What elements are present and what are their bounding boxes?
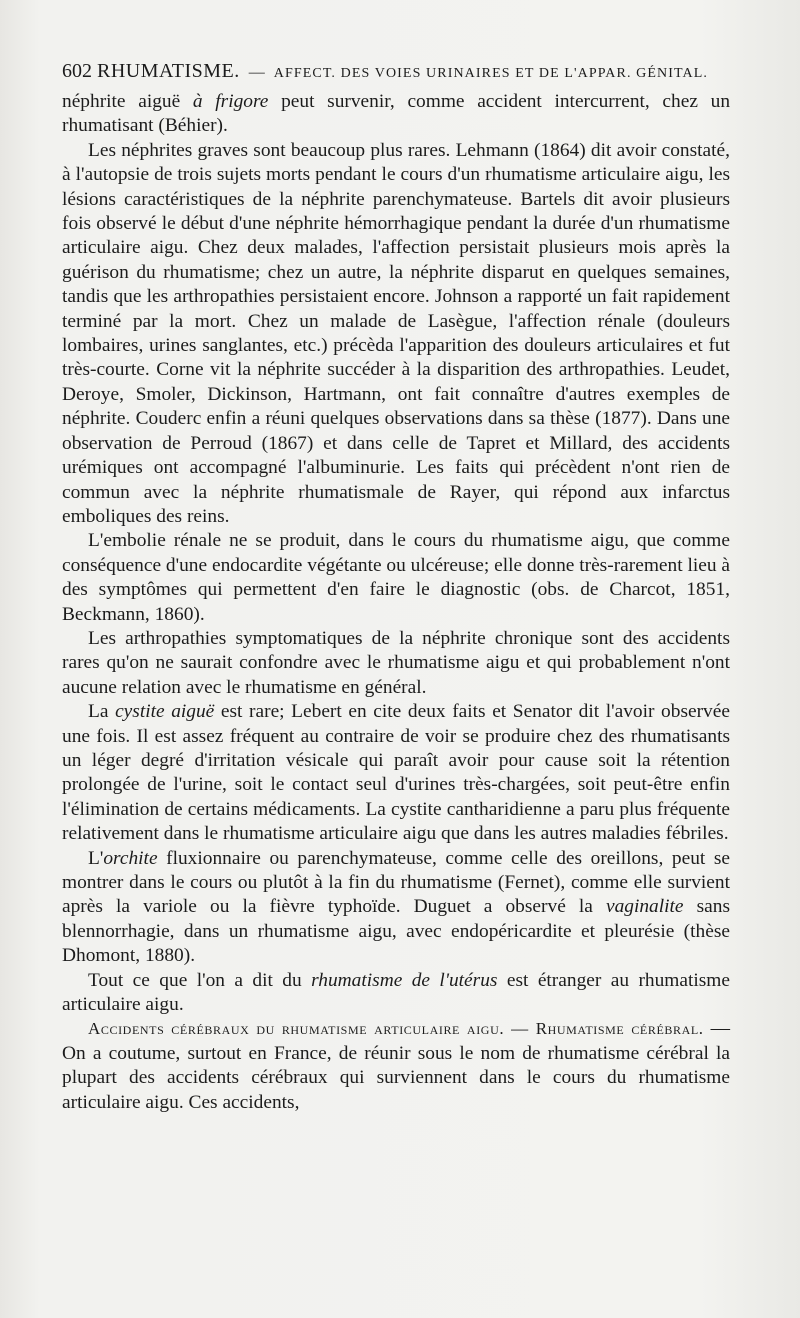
italic-term: orchite	[103, 847, 158, 869]
page-header	[62, 58, 728, 84]
text-run: Les arthropathies symptomatiques de la néphrite chronique sont des accidents rares qu'on ne saurait confondre avec le rhumatisme aigu et qui probablement n'ont aucune relation avec le rhumatisme en général.	[62, 627, 730, 698]
text-run: néphrite aiguë	[62, 91, 193, 112]
italic-term: cystite aiguë	[115, 701, 215, 723]
text-run: — On a coutume, surtout en France, de réunir sous le nom de rhumatisme cérébral la plupart des accidents cérébraux qui surviennent dans le cours du rhumatisme articulaire aigu. Ces accidents,	[62, 1018, 730, 1113]
text-run: Les néphrites graves sont beaucoup plus rares. Lehmann (1864) dit avoir constaté, à l'autopsie de trois sujets morts pendant le cours d'un rhumatisme articulaire aigu, les lésions caractéristiques de la néphrite parenchymateuse. Bartels dit avoir plusieurs fois observé le début d'une néphrite hémorrhagique pendant la durée d'un rhumatisme articulaire aigu. Chez deux malades, l'affection persistait plusieurs mois après la guérison du rhumatisme; chez un autre, la néphrite disparut en quelques semaines, tandis que les arthropathies persistaient encore. Johnson a rapporté un fait rapidement terminé par la mort. Chez un malade de Lasègue, l'affection rénale (douleurs lombaires, urines sanglantes, etc.) précèda l'apparition des douleurs articulaires et fut très-courte. Corne vit la néphrite succéder à la disparition des arthropathies. Leudet, Deroye, Smoler, Dickinson, Hartmann, ont fait connaître d'autres exemples de néphrite. Couderc enfin a réuni quelques observations dans sa thèse (1877). Dans une observation de Perroud (1867) et dans celle de Tapret et Millard, des accidents urémiques ont accompagné l'albuminurie. Les faits qui précèdent n'ont rien de commun avec la néphrite rhumatismale de Rayer, qui répond aux infarctus emboliques des reins.	[62, 139, 730, 527]
text-run: sans blennorrhagie, dans un rhumatisme aigu, avec endopéricardite et pleurésie (thèse Dhomont, 1880).	[62, 896, 730, 967]
paragraph	[62, 529, 730, 627]
paragraph	[62, 90, 730, 139]
page-number: 602	[62, 60, 92, 82]
paragraph	[62, 847, 730, 969]
header-separator: —	[248, 64, 265, 81]
text-run: Tout ce que l'on a dit du	[88, 969, 312, 991]
text-run: L'embolie rénale ne se produit, dans le cours du rhumatisme aigu, que comme conséquence d'une endocardite végétante ou ulcéreuse; elle donne très-rarement lieu à des symptômes qui permettent d'en faire le diagnostic (obs. de Charcot, 1851, Beckmann, 1860).	[62, 530, 730, 625]
italic-term: à frigore	[192, 91, 269, 112]
text-run: est étranger au rhumatisme articulaire aigu.	[62, 969, 730, 1016]
section-paragraph	[62, 1017, 730, 1115]
paragraph	[62, 700, 730, 846]
text-run: est rare; Lebert en cite deux faits et Senator dit l'avoir observée une fois. Il est assez fréquent au contraire de voir se produire chez des rhumatisants un léger degré d'irritation vésicale qui paraît avoir pour cause soit la rétention prolongée de l'urine, soit le contact seul d'urines très-chargées, soit peut-être enfin l'élimination de certains médicaments. La cystite cantharidienne a paru plus fréquente relativement dans le rhumatisme articulaire aigu que dans les autres maladies fébriles.	[62, 701, 730, 845]
italic-term: rhumatisme de l'utérus	[311, 969, 498, 991]
italic-term: vaginalite	[605, 896, 684, 918]
section-heading: Accidents cérébraux du rhumatisme articulaire aigu. — Rhumatisme cérébral.	[88, 1019, 704, 1039]
body-text	[62, 90, 730, 1115]
paragraph	[62, 969, 730, 1018]
text-run: peut survenir, comme accident intercurrent, chez un rhumatisant (Béhier).	[62, 91, 731, 137]
header-section: AFFECT. DES VOIES URINAIRES ET DE L'APPAR. GÉNITAL.	[273, 66, 708, 81]
running-title: RHUMATISME.	[97, 60, 240, 82]
text-run: La	[88, 701, 116, 723]
paragraph	[62, 627, 730, 700]
text-run: fluxionnaire ou parenchymateuse, comme celle des oreillons, peut se montrer dans le cours ou plutôt à la fin du rhumatisme (Fernet), comme elle survient après la variole ou la fièvre typhoïde. Duguet a observé la	[62, 847, 730, 918]
paragraph	[62, 139, 730, 530]
text-run: L'	[88, 847, 104, 869]
